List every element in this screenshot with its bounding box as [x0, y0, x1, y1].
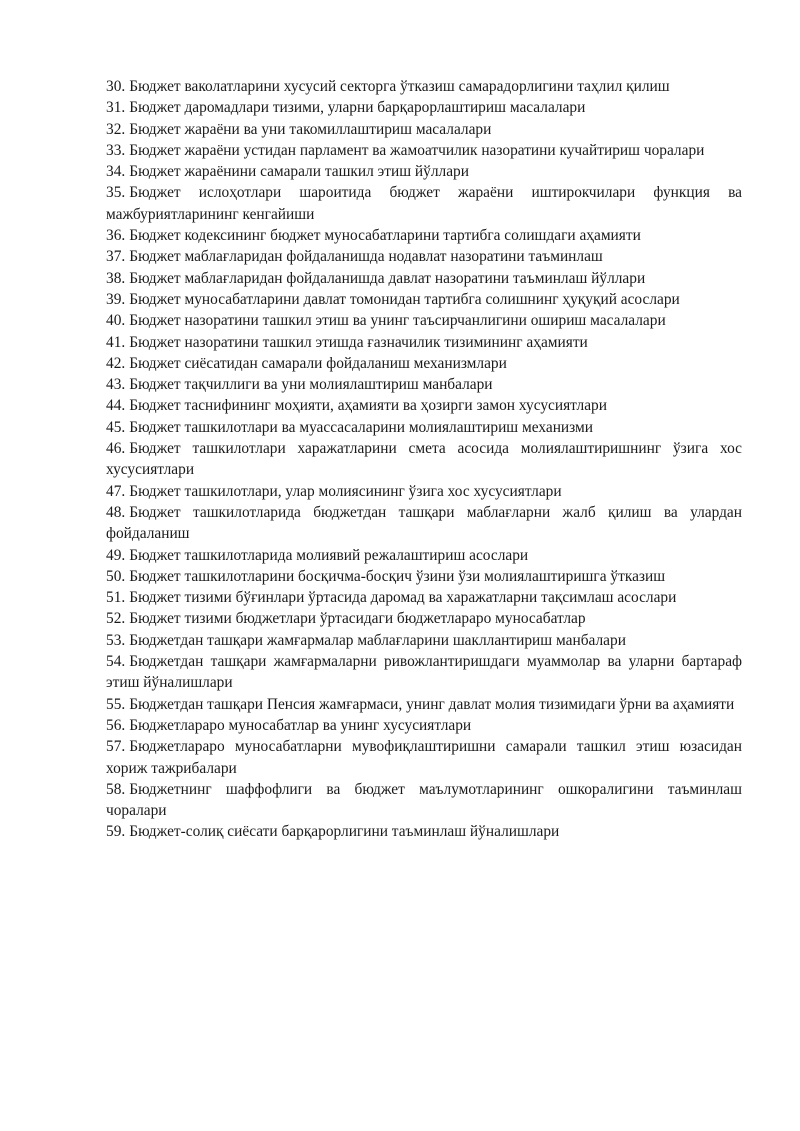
list-item	[106, 608, 742, 629]
list-item	[106, 246, 742, 267]
item-text: Бюджет жараёни устидан парламент ва жамоатчилик назоратини кучайтириш чоралари	[129, 141, 705, 159]
list-item	[106, 268, 742, 289]
item-text: Бюджет даромадлари тизими, уларни барқарорлаштириш масалалари	[129, 99, 586, 117]
item-number: 56.	[106, 716, 126, 734]
list-item	[106, 353, 742, 374]
item-text: Бюджет маблағларидан фойдаланишда давлат назоратини таъминлаш йўллари	[129, 269, 646, 287]
item-number: 40.	[106, 312, 126, 330]
item-number: 50.	[106, 567, 126, 585]
item-text: Бюджет ташкилотлари ва муассасаларини молиялаштириш механизми	[129, 418, 594, 436]
item-text: Бюджет назоратини ташкил этишда ғазначилик тизимининг аҳамияти	[129, 333, 588, 351]
list-item	[106, 310, 742, 331]
list-item	[106, 395, 742, 416]
item-text: Бюджет-солиқ сиёсати барқарорлигини таъминлаш йўналишлари	[129, 823, 560, 841]
list-item	[106, 651, 742, 694]
item-number: 53.	[106, 631, 126, 649]
list-item	[106, 821, 742, 842]
list-item	[106, 779, 742, 822]
item-number: 41.	[106, 333, 126, 351]
item-text: Бюджетнинг шаффофлиги ва бюджет маълумотларининг ошкоралигини таъминлаш чоралари	[106, 780, 742, 820]
list-item	[106, 566, 742, 587]
item-text: Бюджет ташкилотларида молиявий режалаштириш асослари	[129, 546, 529, 564]
list-item	[106, 140, 742, 161]
item-number: 47.	[106, 482, 126, 500]
item-number: 39.	[106, 290, 126, 308]
item-text: Бюджетлараро муносабатлар ва унинг хусусиятлари	[129, 716, 472, 734]
item-text: Бюджет жараёнини самарали ташкил этиш йўллари	[129, 163, 469, 181]
list-item	[106, 630, 742, 651]
item-number: 46.	[106, 440, 126, 458]
item-number: 44.	[106, 397, 126, 415]
item-number: 45.	[106, 418, 126, 436]
item-number: 59.	[106, 823, 126, 841]
list-item	[106, 545, 742, 566]
item-number: 30.	[106, 78, 126, 95]
item-text: Бюджетдан ташқари Пенсия жамғармаси, унинг давлат молия тизимидаги ўрни ва аҳамияти	[129, 695, 735, 713]
list-item	[106, 289, 742, 310]
topic-list	[106, 76, 742, 843]
item-text: Бюджет ваколатларини хусусий секторга ўтказиш самарадорлигини таҳлил қилиш	[129, 78, 670, 95]
item-number: 51.	[106, 589, 126, 607]
list-item	[106, 161, 742, 182]
item-text: Бюджет муносабатларини давлат томонидан тартибга солишнинг ҳуқуқий асослари	[129, 290, 680, 308]
item-number: 55.	[106, 695, 126, 713]
item-text: Бюджет маблағларидан фойдаланишда нодавлат назоратини таъминлаш	[129, 248, 603, 266]
item-text: Бюджет тақчиллиги ва уни молиялаштириш манбалари	[129, 376, 493, 394]
list-item	[106, 736, 742, 779]
list-item	[106, 417, 742, 438]
item-text: Бюджетдан ташқари жамғармаларни ривожлантиришдаги муаммолар ва уларни бартараф этиш йўналишлари	[106, 653, 742, 692]
item-text: Бюджет ташкилотлари харажатларини смета асосида молиялаштиришнинг ўзига хос хусусиятлари	[106, 440, 742, 479]
item-number: 54.	[106, 653, 126, 671]
item-text: Бюджет сиёсатидан самарали фойдаланиш механизмлари	[129, 354, 507, 372]
item-number: 34.	[106, 163, 126, 181]
item-number: 37.	[106, 248, 126, 266]
list-item	[106, 587, 742, 608]
item-text: Бюджет ташкилотлари, улар молиясининг ўзига хос хусусиятлари	[129, 482, 562, 500]
list-item	[106, 97, 742, 118]
item-text: Бюджет ташкилотларида бюджетдан ташқари маблағларни жалб қилиш ва улардан фойдаланиш	[106, 503, 742, 543]
list-item	[106, 694, 742, 715]
item-text: Бюджет таснифининг моҳияти, аҳамияти ва ҳозирги замон хусусиятлари	[129, 397, 607, 415]
list-item	[106, 502, 742, 545]
item-number: 58.	[106, 780, 126, 798]
item-number: 33.	[106, 141, 126, 159]
item-text: Бюджетдан ташқари жамғармалар маблағларини шакллантириш манбалари	[129, 631, 626, 649]
item-number: 36.	[106, 227, 126, 245]
list-item	[106, 374, 742, 395]
item-number: 31.	[106, 99, 126, 117]
item-number: 48.	[106, 503, 126, 521]
item-text: Бюджет ташкилотларини босқичма-босқич ўзини ўзи молиялаштиришга ўтказиш	[129, 567, 666, 585]
item-text: Бюджет жараёни ва уни такомиллаштириш масалалари	[129, 120, 492, 138]
item-number: 32.	[106, 120, 126, 138]
item-text: Бюджетлараро муносабатларни мувофиқлаштиришни самарали ташкил этиш юзасидан хориж тажрибалари	[106, 738, 742, 777]
item-number: 57.	[106, 738, 126, 756]
list-item	[106, 481, 742, 502]
item-text: Бюджет тизими бюджетлари ўртасидаги бюджетлараро муносабатлар	[129, 610, 586, 628]
item-number: 43.	[106, 376, 126, 394]
list-item	[106, 225, 742, 246]
item-text: Бюджет назоратини ташкил этиш ва унинг таъсирчанлигини ошириш масалалари	[129, 312, 666, 330]
list-item	[106, 182, 742, 225]
item-number: 38.	[106, 269, 126, 287]
list-item	[106, 715, 742, 736]
list-item	[106, 438, 742, 481]
list-item	[106, 76, 742, 97]
item-number: 49.	[106, 546, 126, 564]
document-page	[106, 76, 742, 843]
list-item	[106, 332, 742, 353]
item-number: 52.	[106, 610, 126, 628]
item-text: Бюджет кодексининг бюджет муносабатларини тартибга солишдаги аҳамияти	[129, 227, 641, 245]
item-text: Бюджет ислоҳотлари шароитида бюджет жараёни иштирокчилари функция ва мажбуриятларининг кенгайиши	[106, 184, 742, 223]
item-number: 35.	[106, 184, 126, 202]
list-item	[106, 119, 742, 140]
item-text: Бюджет тизими бўғинлари ўртасида даромад ва харажатларни тақсимлаш асослари	[129, 589, 677, 607]
item-number: 42.	[106, 354, 126, 372]
